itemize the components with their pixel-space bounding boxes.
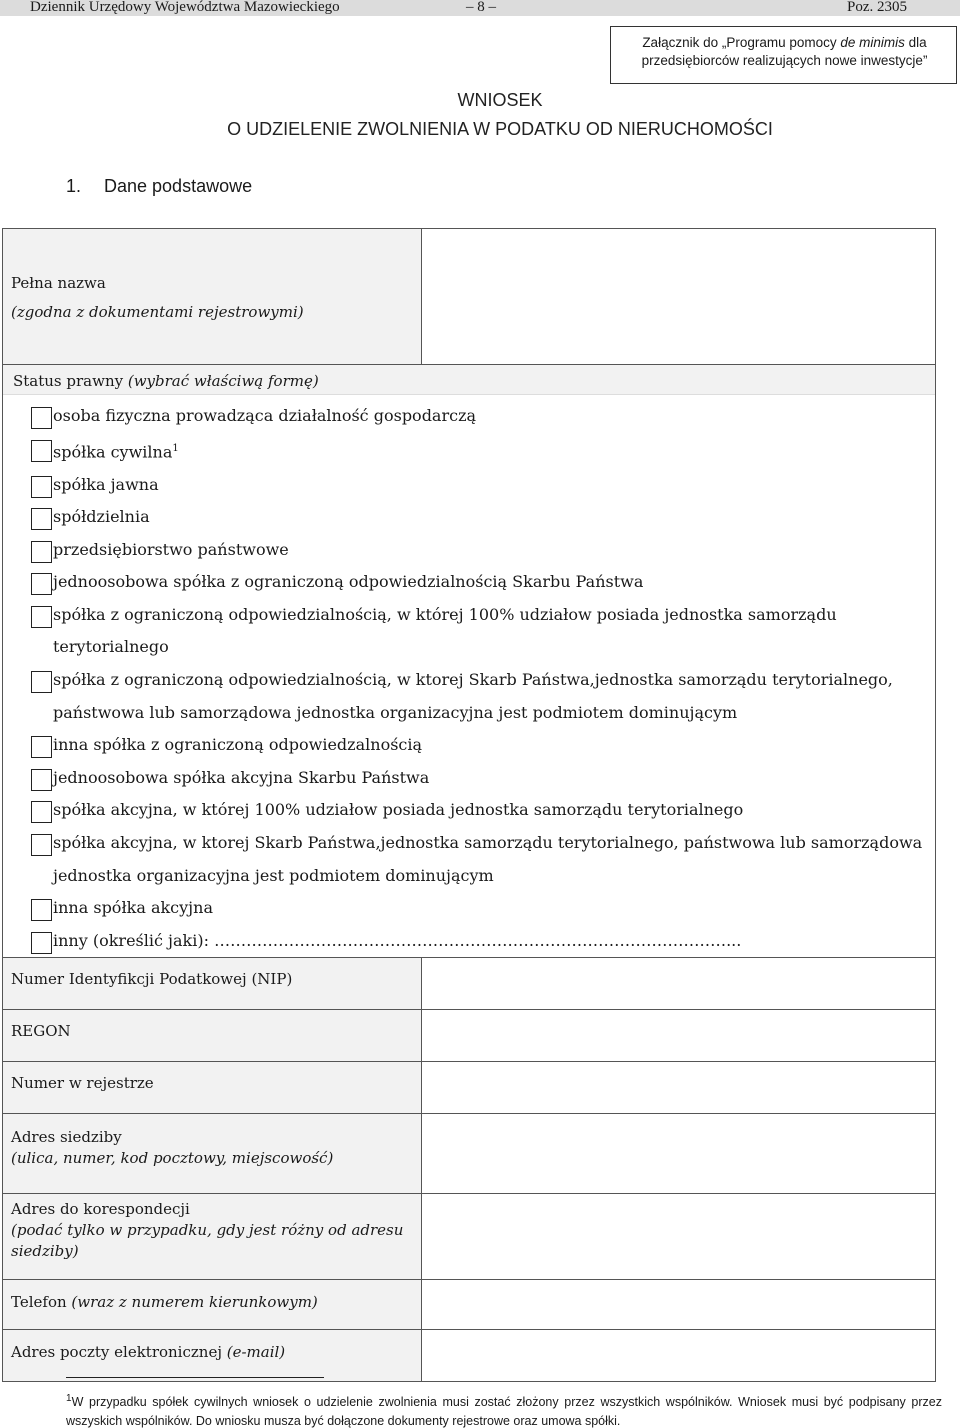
status-option xyxy=(31,566,935,599)
full-name-label: Pełna nazwa xyxy=(11,274,106,292)
phone-label-cell xyxy=(3,1280,422,1330)
status-checkbox[interactable] xyxy=(31,932,52,954)
status-option-label: spółka akcyjna, w której 100% udziałow posiada jednostka samorządu terytorialnego xyxy=(53,800,744,820)
status-option xyxy=(31,664,935,729)
status-option xyxy=(31,469,935,502)
footnote-number: 1 xyxy=(66,1393,72,1404)
correspondence-label: Adres do korespondecji xyxy=(11,1200,190,1219)
page-number: – 8 – xyxy=(466,0,496,15)
status-checkbox[interactable] xyxy=(31,671,52,693)
row-address xyxy=(3,1114,936,1194)
row-phone xyxy=(3,1280,936,1330)
correspondence-label-cell xyxy=(3,1194,422,1280)
status-option-label: spółka akcyjna, w ktorej Skarb Państwa,jednostka samorządu terytorialnego, państwowa lub samorządowa jednostka organizacyjna jest podmiotem dominującym xyxy=(53,833,923,885)
address-label-cell xyxy=(3,1114,422,1194)
status-option-label: spółka cywilna xyxy=(53,441,173,461)
status-option xyxy=(31,599,935,664)
status-checkbox[interactable] xyxy=(31,769,52,791)
phone-note: (wraz z numerem kierunkowym) xyxy=(71,1293,318,1312)
section-number: 1. xyxy=(66,176,82,196)
full-name-note: (zgodna z dokumentami rejestrowymi) xyxy=(11,303,304,321)
nip-input[interactable] xyxy=(422,958,936,1010)
status-checkbox[interactable] xyxy=(31,606,52,628)
register-input[interactable] xyxy=(422,1062,936,1114)
status-option-label: przedsiębiorstwo państwowe xyxy=(53,539,289,559)
row-email xyxy=(3,1330,936,1382)
status-option xyxy=(31,762,935,795)
row-register xyxy=(3,1062,936,1114)
journal-name: Dziennik Urzędowy Województwa Mazowieckiego xyxy=(30,0,340,15)
status-checkbox[interactable] xyxy=(31,573,52,595)
status-option xyxy=(31,925,935,958)
status-checkbox[interactable] xyxy=(31,440,52,462)
row-nip xyxy=(3,958,936,1010)
annex-suffix: dla przedsiębiorców realizujących nowe inwestycje” xyxy=(641,35,928,68)
status-option-label: inna spółka akcyjna xyxy=(53,898,213,918)
email-label-cell xyxy=(3,1330,422,1382)
address-note: (ulica, numer, kod pocztowy, miejscowość) xyxy=(11,1149,334,1168)
status-option xyxy=(31,400,935,433)
status-option-label: osoba fizyczna prowadząca działalność gospodarczą xyxy=(53,406,477,425)
row-status xyxy=(3,365,936,958)
status-option xyxy=(31,433,935,469)
status-checkbox[interactable] xyxy=(31,736,52,758)
status-option-label: spółka jawna xyxy=(53,474,159,494)
status-option-label: spółdzielnia xyxy=(53,507,150,527)
row-full-name xyxy=(3,229,936,365)
basic-data-table xyxy=(2,228,936,1382)
phone-label: Telefon xyxy=(11,1293,72,1312)
status-option xyxy=(31,729,935,762)
email-note: (e-mail) xyxy=(226,1343,286,1362)
status-option xyxy=(31,892,935,925)
form-title: WNIOSEK xyxy=(457,90,543,110)
status-option-label: jednoosobowa spółka akcyjna Skarbu Państwa xyxy=(53,767,430,787)
footnote-ref: 1 xyxy=(172,442,179,454)
status-checkbox[interactable] xyxy=(31,476,52,498)
status-checkbox[interactable] xyxy=(31,407,52,429)
footnote xyxy=(66,1389,942,1428)
nip-label: Numer Identyfikcji Podatkowej (NIP) xyxy=(3,958,422,1010)
phone-input[interactable] xyxy=(422,1280,936,1330)
form-subtitle: O UDZIELENIE ZWOLNIENIA W PODATKU OD NIERUCHOMOŚCI xyxy=(227,119,773,139)
email-label: Adres poczty elektronicznej xyxy=(11,1343,227,1362)
footnote-text: W przypadku spółek cywilnych wniosek o udzielenie zwolnienia musi zostać złożony przez wszystkich wspólników. Wniosek musi być podpisany przez wszyskich wspólników. Do wniosku musza być dołączone dokumenty rejestrowe oraz umowa spółki. xyxy=(66,1395,942,1428)
status-option xyxy=(31,827,935,892)
annex-note xyxy=(610,26,957,84)
status-option xyxy=(31,501,935,534)
footnote-separator xyxy=(66,1377,324,1378)
annex-italic: de minimis xyxy=(840,35,905,50)
full-name-input[interactable] xyxy=(422,229,936,365)
correspondence-note: (podać tylko w przypadku, gdy jest różny od adresu siedziby) xyxy=(11,1221,404,1261)
status-checkbox[interactable] xyxy=(31,541,52,563)
row-correspondence xyxy=(3,1194,936,1280)
status-checkbox[interactable] xyxy=(31,801,52,823)
status-checkbox[interactable] xyxy=(31,899,52,921)
status-label: Status prawny xyxy=(13,372,128,390)
email-input[interactable] xyxy=(422,1330,936,1382)
full-name-label-cell xyxy=(3,229,422,365)
register-label: Numer w rejestrze xyxy=(3,1062,422,1114)
status-option-label: jednoosobowa spółka z ograniczoną odpowiedzialnością Skarbu Państwa xyxy=(53,572,644,592)
address-input[interactable] xyxy=(422,1114,936,1194)
section-heading xyxy=(66,176,252,197)
status-heading xyxy=(3,365,935,395)
status-checkbox[interactable] xyxy=(31,834,52,856)
status-options xyxy=(3,395,935,957)
regon-label: REGON xyxy=(3,1010,422,1062)
annex-prefix: Załącznik do „Programu pomocy xyxy=(642,35,841,50)
correspondence-input[interactable] xyxy=(422,1194,936,1280)
status-option xyxy=(31,534,935,567)
position-number: Poz. 2305 xyxy=(847,0,907,15)
status-option-label: spółka z ograniczoną odpowiedzialnością, w ktorej Skarb Państwa,jednostka samorządu terytorialnego, państwowa lub samorządowa jednostka organizacyjna jest podmiotem dominującym xyxy=(53,670,893,722)
status-checkbox[interactable] xyxy=(31,508,52,530)
regon-input[interactable] xyxy=(422,1010,936,1062)
row-regon xyxy=(3,1010,936,1062)
status-option-label: inna spółka z ograniczoną odpowiedzalnością xyxy=(53,735,423,755)
status-option-label: spółka z ograniczoną odpowiedzialnością, w której 100% udziałow posiada jednostka samorządu terytorialnego xyxy=(53,604,837,657)
page-header xyxy=(0,0,960,16)
section-title: Dane podstawowe xyxy=(104,176,253,196)
status-option-label: inny (określić jaki): ……………………………………………………………………………………... xyxy=(53,930,742,950)
status-note: (wybrać właściwą formę) xyxy=(127,372,319,390)
status-option xyxy=(31,794,935,827)
address-label: Adres siedziby xyxy=(11,1128,122,1147)
status-cell xyxy=(3,365,936,958)
